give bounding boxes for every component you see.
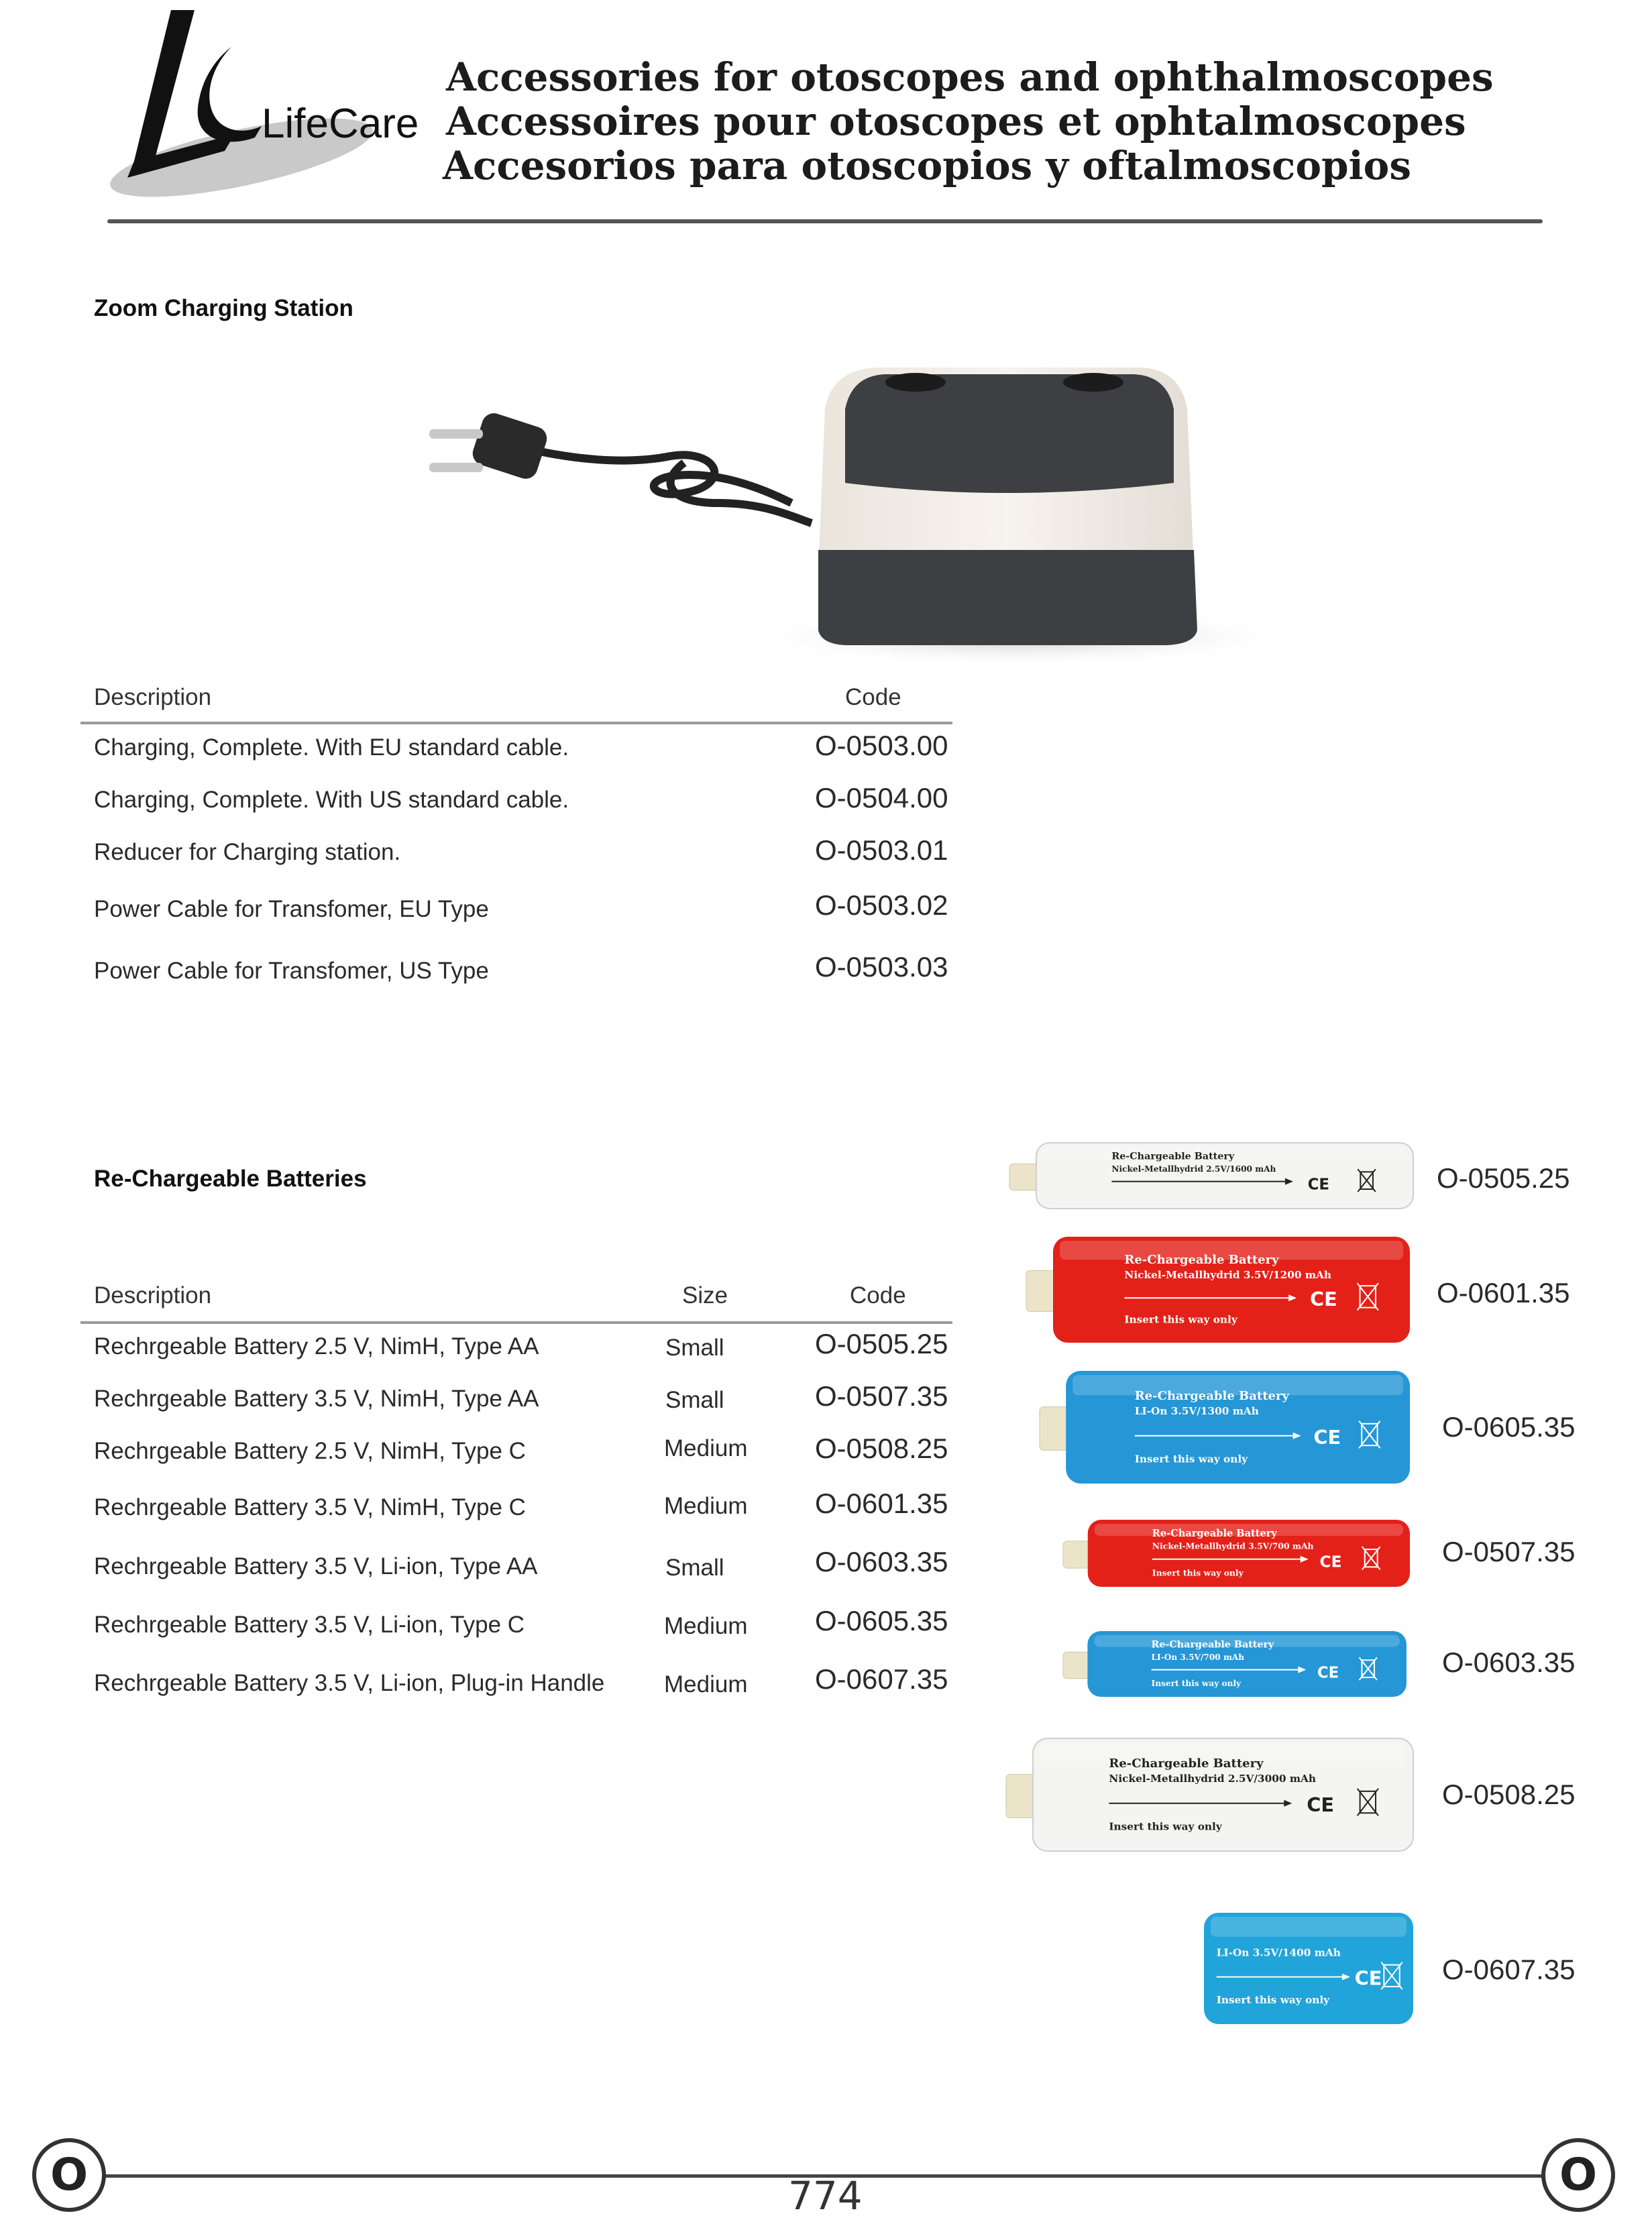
ce-mark: CE	[1319, 1553, 1342, 1571]
batteries-header-code: Code	[850, 1282, 906, 1308]
battery-label-title: Re-Chargeable Battery	[1134, 1388, 1289, 1403]
battery-label-instruction: Insert this way only	[1152, 1567, 1244, 1578]
battery-label-instruction: Insert this way only	[1216, 1993, 1330, 2006]
ce-mark: CE	[1310, 1288, 1337, 1311]
row-description: Charging, Complete. With EU standard cable.	[94, 734, 569, 761]
row-size: Medium	[664, 1435, 748, 1461]
row-code: O-0503.00	[815, 730, 948, 761]
battery-label-spec: Nickel-Metallhydrid 3.5V/1200 mAh	[1124, 1269, 1332, 1282]
ce-mark: CE	[1354, 1966, 1382, 1990]
row-description: Charging, Complete. With US standard cable.	[94, 787, 569, 813]
row-code: O-0504.00	[815, 782, 948, 814]
row-description: Reducer for Charging station.	[94, 839, 401, 865]
row-description: Rechrgeable Battery 3.5 V, Li-ion, Plug-in Handle	[94, 1670, 605, 1696]
battery-image	[1063, 1517, 1415, 1592]
row-size: Small	[665, 1555, 724, 1581]
logo-text: LifeCare	[262, 101, 419, 147]
row-size: Medium	[664, 1671, 748, 1697]
row-description: Rechrgeable Battery 3.5 V, NimH, Type AA	[94, 1386, 539, 1412]
footer-right-mark-letter: O	[1559, 2149, 1598, 2201]
battery-image	[1009, 1140, 1419, 1214]
battery-label-spec: LI-On 3.5V/1300 mAh	[1134, 1404, 1259, 1417]
battery-label-instruction: Insert this way only	[1109, 1820, 1222, 1833]
battery-image	[1006, 1736, 1419, 1856]
battery-image-code: O-0601.35	[1437, 1277, 1570, 1308]
row-code: O-0503.01	[815, 834, 948, 866]
row-description: Power Cable for Transfomer, EU Type	[94, 896, 489, 922]
row-code: O-0603.35	[815, 1546, 948, 1577]
row-size: Small	[665, 1387, 724, 1413]
battery-label-instruction: Insert this way only	[1134, 1453, 1248, 1465]
page-number: 774	[788, 2173, 863, 2219]
row-code: O-0607.35	[815, 1663, 948, 1695]
row-description: Rechrgeable Battery 3.5 V, Li-ion, Type AA	[94, 1553, 538, 1579]
battery-label-spec: LI-On 3.5V/1400 mAh	[1216, 1946, 1341, 1959]
ce-mark: CE	[1313, 1425, 1341, 1449]
row-code: O-0503.03	[815, 951, 948, 983]
row-code: O-0601.35	[815, 1488, 948, 1519]
battery-label-title: Re-Chargeable Battery	[1109, 1756, 1264, 1771]
row-description: Rechrgeable Battery 3.5 V, Li-ion, Type C	[94, 1612, 525, 1638]
battery-image	[1204, 1910, 1419, 2029]
batteries-table-rule	[80, 1321, 952, 1324]
title-english: Accessories for otoscopes and ophthalmoscopes	[446, 54, 1494, 100]
footer-left-mark-letter: O	[50, 2149, 89, 2201]
lifecare-logo	[107, 7, 419, 201]
batteries-section-title: Re-Chargeable Batteries	[94, 1166, 367, 1192]
battery-label-instruction: Insert this way only	[1151, 1678, 1242, 1688]
charging-header-description: Description	[94, 684, 212, 710]
battery-image	[1063, 1628, 1412, 1702]
row-description: Rechrgeable Battery 3.5 V, NimH, Type C	[94, 1494, 526, 1520]
row-size: Medium	[664, 1613, 748, 1639]
battery-image-code: O-0605.35	[1442, 1411, 1576, 1443]
ce-mark: CE	[1317, 1664, 1339, 1682]
battery-image-code: O-0508.25	[1442, 1779, 1576, 1810]
batteries-header-description: Description	[94, 1282, 212, 1308]
row-description: Rechrgeable Battery 2.5 V, NimH, Type C	[94, 1438, 526, 1464]
charging-table-rule	[80, 722, 952, 724]
battery-label-title: Re-Chargeable Battery	[1111, 1151, 1235, 1162]
battery-label-title: Re-Chargeable Battery	[1151, 1639, 1274, 1651]
row-size: Small	[665, 1335, 724, 1361]
ce-mark: CE	[1307, 1793, 1335, 1816]
title-spanish: Accesorios para otoscopios y oftalmoscopios	[443, 143, 1411, 188]
battery-image-code: O-0507.35	[1442, 1536, 1576, 1567]
footer-left-mark	[32, 2138, 106, 2212]
charging-header-code: Code	[845, 684, 901, 710]
battery-label-instruction: Insert this way only	[1124, 1313, 1237, 1326]
row-description: Rechrgeable Battery 2.5 V, NimH, Type AA	[94, 1333, 539, 1359]
row-code: O-0508.25	[815, 1433, 948, 1464]
battery-label-title: Re-Chargeable Battery	[1124, 1253, 1279, 1268]
row-description: Power Cable for Transfomer, US Type	[94, 958, 489, 984]
battery-label-spec: LI-On 3.5V/700 mAh	[1151, 1652, 1245, 1662]
battery-label-spec: Nickel-Metallhydrid 2.5V/1600 mAh	[1111, 1164, 1276, 1174]
charging-station-image	[416, 349, 1288, 671]
footer-right-mark	[1541, 2138, 1615, 2212]
header-divider	[107, 219, 1543, 223]
charging-section-title: Zoom Charging Station	[94, 295, 353, 321]
ce-mark: CE	[1307, 1176, 1330, 1194]
row-code: O-0507.35	[815, 1380, 948, 1412]
title-french: Accessoires pour otoscopes et ophtalmoscopes	[446, 99, 1466, 144]
row-code: O-0503.02	[815, 889, 948, 921]
battery-label-spec: Nickel-Metallhydrid 2.5V/3000 mAh	[1109, 1772, 1317, 1785]
battery-label-title: Re-Chargeable Battery	[1152, 1528, 1277, 1540]
battery-image	[1026, 1234, 1415, 1348]
battery-image	[1040, 1368, 1415, 1489]
row-code: O-0505.25	[815, 1328, 948, 1359]
row-size: Medium	[664, 1493, 748, 1519]
row-code: O-0605.35	[815, 1605, 948, 1636]
battery-label-spec: Nickel-Metallhydrid 3.5V/700 mAh	[1152, 1541, 1314, 1551]
batteries-header-size: Size	[682, 1282, 728, 1308]
battery-image-code: O-0505.25	[1437, 1162, 1570, 1194]
battery-image-code: O-0603.35	[1442, 1647, 1576, 1678]
battery-image-code: O-0607.35	[1442, 1954, 1576, 1985]
